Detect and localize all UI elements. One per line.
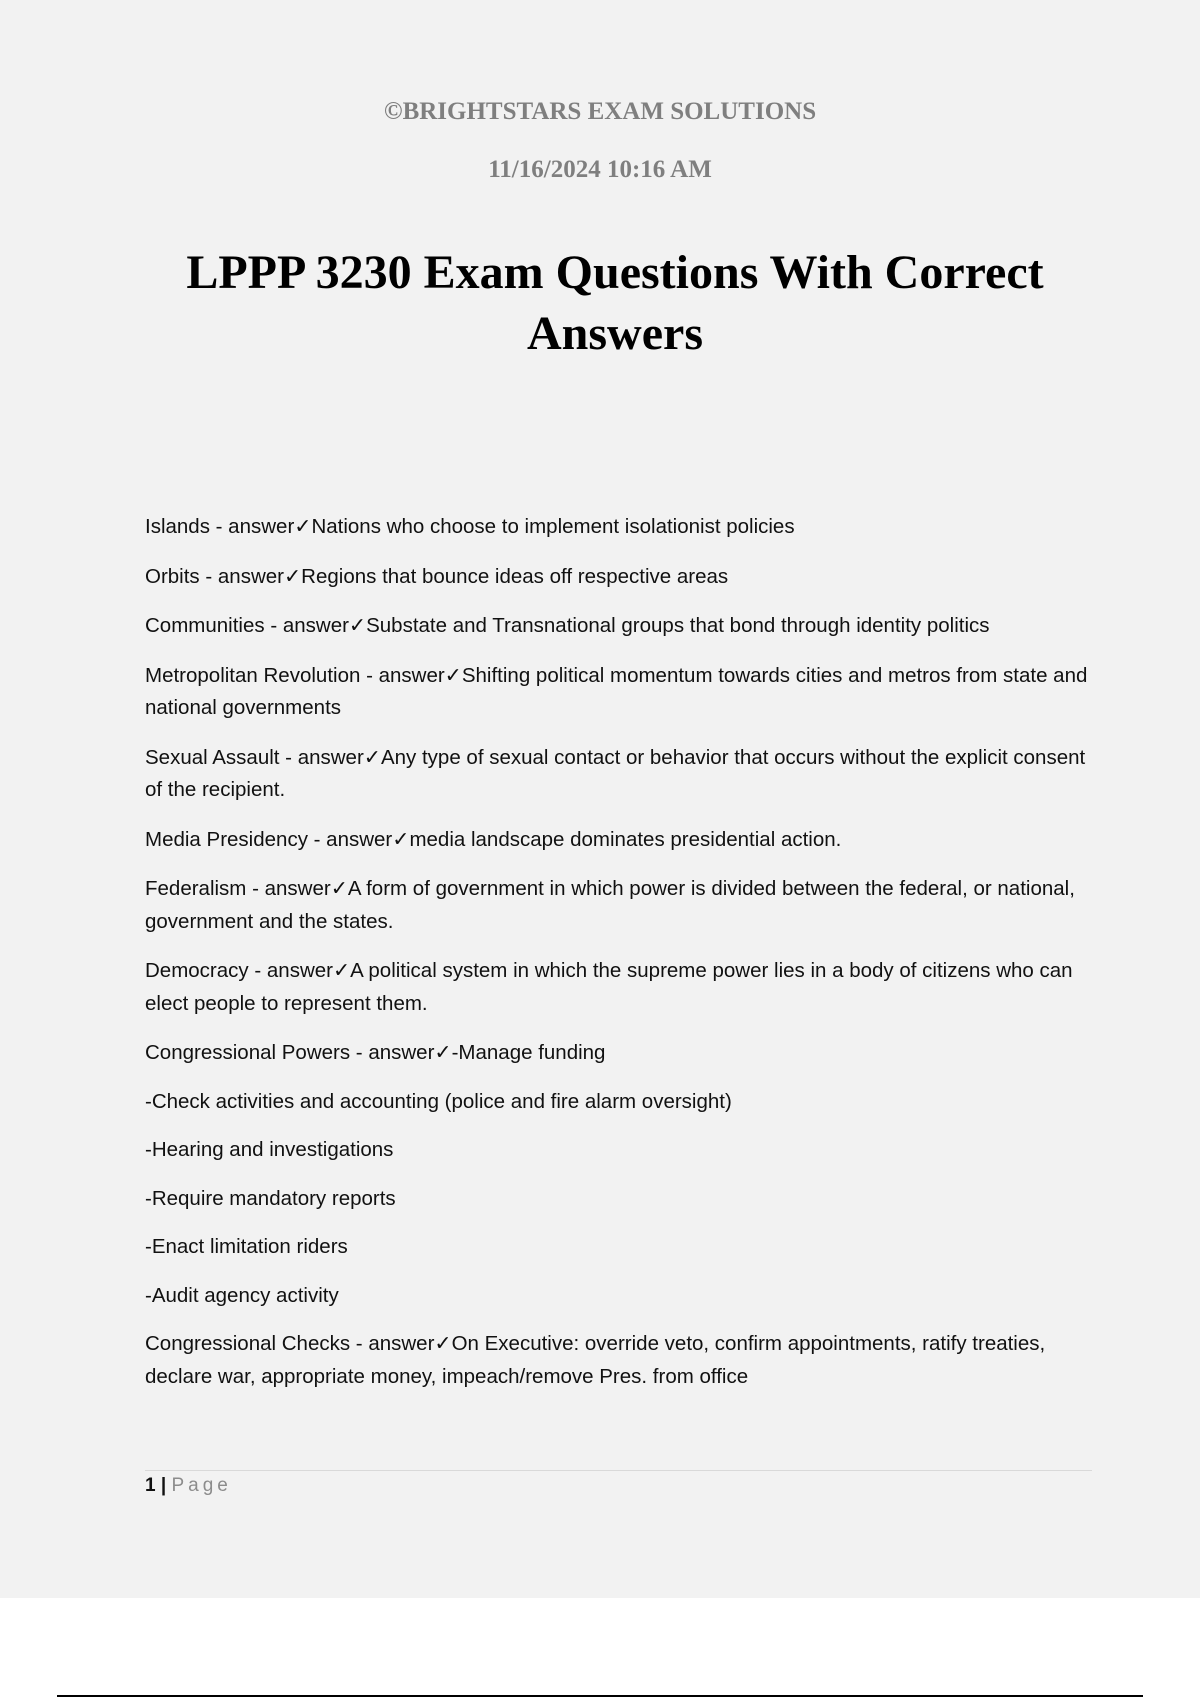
copyright-header: ©BRIGHTSTARS EXAM SOLUTIONS xyxy=(383,98,817,125)
qa-entry xyxy=(145,561,1095,594)
answer-marker: - answer✓ xyxy=(307,827,410,851)
sub-item: -Hearing and investigations xyxy=(145,1138,394,1161)
entry-term: Communities xyxy=(145,614,265,637)
answer-marker: - answer✓ xyxy=(246,877,348,900)
qa-entry xyxy=(145,660,1095,725)
entry-definition: A form of government in which power is divided between the federal, or national, government and the states. xyxy=(145,877,1075,933)
qa-entry xyxy=(145,610,1095,643)
entry-term: Media Presidency xyxy=(145,827,308,851)
entry-term: Federalism xyxy=(145,877,247,900)
qa-entry xyxy=(145,1328,1095,1393)
qa-list xyxy=(145,511,1095,1410)
entry-definition: Regions that bounce ideas off respective areas xyxy=(301,564,729,588)
entry-term: Metropolitan Revolution xyxy=(145,663,361,687)
footer-divider xyxy=(145,1470,1092,1471)
date-time-header: 11/16/2024 10:16 AM xyxy=(488,156,712,183)
qa-entry xyxy=(145,955,1095,1020)
entry-term: Orbits xyxy=(145,564,200,588)
answer-marker: - answer✓ xyxy=(350,1041,452,1064)
next-page-top-rule xyxy=(57,1695,1143,1697)
footer-separator: | xyxy=(160,1475,167,1496)
entry-definition: Substate and Transnational groups that bond through identity politics xyxy=(366,614,990,637)
entry-term: Democracy xyxy=(145,959,249,982)
sub-item: -Require mandatory reports xyxy=(145,1186,396,1210)
document-title: LPPP 3230 Exam Questions With Correct Answers xyxy=(186,246,1044,360)
entry-term: Islands xyxy=(145,515,210,538)
entry-definition: Nations who choose to implement isolationist policies xyxy=(311,515,795,538)
answer-marker: - answer✓ xyxy=(360,663,462,687)
answer-marker: - answer✓ xyxy=(248,959,351,982)
entry-definition: -Manage funding xyxy=(451,1041,606,1064)
qa-entry xyxy=(145,742,1095,807)
page-number: 1 xyxy=(145,1475,156,1496)
sub-item: -Audit agency activity xyxy=(145,1283,339,1307)
answer-marker: - answer✓ xyxy=(279,745,381,769)
entry-term: Congressional Powers xyxy=(145,1041,351,1064)
sub-item: -Enact limitation riders xyxy=(145,1235,348,1258)
qa-entry xyxy=(145,511,1095,544)
qa-entry xyxy=(145,1037,1095,1070)
answer-marker: - answer✓ xyxy=(209,515,312,538)
page-label: Page xyxy=(171,1475,232,1496)
entry-term: Congressional Checks xyxy=(145,1332,351,1355)
entry-definition: Any type of sexual contact or behavior that occurs without the explicit consent of the recipient. xyxy=(145,745,1086,801)
page-footer xyxy=(145,1472,232,1500)
qa-entry xyxy=(145,873,1095,938)
qa-entry xyxy=(145,824,1095,857)
answer-marker: - answer✓ xyxy=(264,614,367,637)
entry-definition: On Executive: override veto, confirm appointments, ratify treaties, declare war, appropriate money, impeach/remove Pres. from office xyxy=(145,1332,1046,1388)
sub-item: -Check activities and accounting (police and fire alarm oversight) xyxy=(145,1089,732,1113)
answer-marker: - answer✓ xyxy=(350,1332,452,1355)
entry-definition: media landscape dominates presidential action. xyxy=(409,827,842,851)
entry-term: Sexual Assault xyxy=(145,745,280,769)
entry-definition: Shifting political momentum towards cities and metros from state and national governments xyxy=(145,663,1088,719)
entry-definition: A political system in which the supreme power lies in a body of citizens who can elect people to represent them. xyxy=(145,959,1073,1015)
answer-marker: - answer✓ xyxy=(199,564,302,588)
